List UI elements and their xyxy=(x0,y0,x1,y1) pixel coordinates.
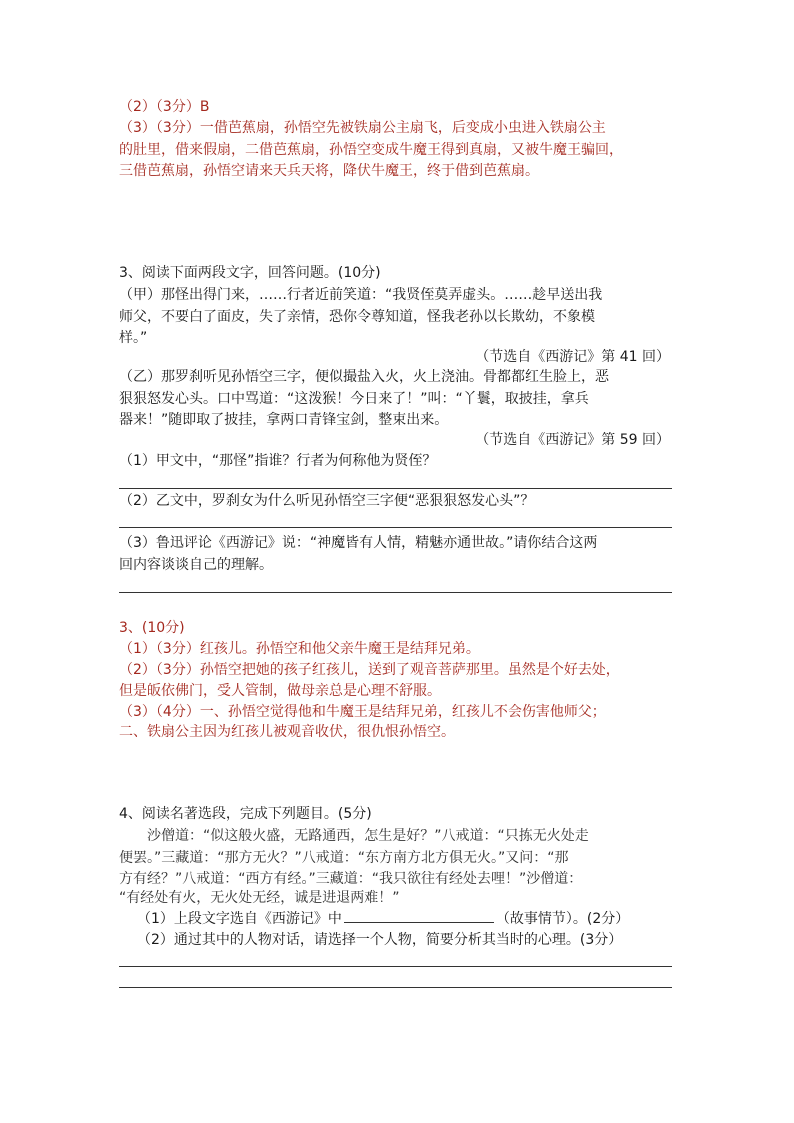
source-citation: （节选自《西游记》第 41 回） xyxy=(475,349,670,365)
sub-question: （3）鲁迅评论《西游记》说：“神魔皆有人情，精魅亦通世故。”请你结合这两 xyxy=(119,535,598,551)
sub-question: 回内容谈谈自己的理解。 xyxy=(119,557,273,573)
passage-line: 方有经？”八戒道：“西方有经。”三藏道：“我只欲往有经处去哩！”沙僧道： xyxy=(119,871,583,887)
passage-line: （乙）那罗刹听见孙悟空三字，便似撮盐入火，火上浇油。骨都都红生脸上，恶 xyxy=(119,369,609,385)
passage-line: （甲）那怪出得门来，……行者近前笑道：“我贤侄莫弄虚头。……趁早送出我 xyxy=(119,287,603,303)
passage-line: 狠狠怒发心头。口中骂道：“这泼猴！今日来了！”叫：“丫鬟，取披挂，拿兵 xyxy=(119,391,589,407)
sub-question: （2）乙文中，罗刹女为什么听见孙悟空三字便“恶狠狠怒发心头”？ xyxy=(119,493,535,509)
answer-line: （3）（3分）一借芭蕉扇，孙悟空先被铁扇公主扇飞，后变成小虫进入铁扇公主 xyxy=(119,120,606,136)
answer-line: （2）（3分）B xyxy=(119,99,210,115)
question-title: 4、阅读名著选段，完成下列题目。(5分) xyxy=(119,806,372,822)
sub-question: （1）甲文中，“那怪”指谁？行者为何称他为贤侄？ xyxy=(119,453,437,469)
answer-blank-line[interactable] xyxy=(119,592,672,593)
answer-heading: 3、(10分) xyxy=(119,620,185,636)
answer-line: （1）（3分）红孩儿。孙悟空和他父亲牛魔王是结拜兄弟。 xyxy=(119,641,480,657)
sub-question-text: （故事情节）。(2分） xyxy=(495,911,630,927)
passage-line: 样。” xyxy=(119,330,148,346)
sub-question: （2）通过其中的人物对话，请选择一个人物，简要分析其当时的心理。(3分） xyxy=(137,932,623,948)
fill-in-blank[interactable] xyxy=(344,908,494,923)
passage-line: 沙僧道：“似这般火盛，无路通西，怎生是好？”八戒道：“只拣无火处走 xyxy=(147,828,589,844)
answer-blank-line[interactable] xyxy=(119,987,672,988)
answer-line: 三借芭蕉扇，孙悟空请来天兵天将，降伏牛魔王，终于借到芭蕉扇。 xyxy=(119,163,539,179)
passage-line: “有经处有火，无火处无经，诚是进退两难！” xyxy=(119,890,400,906)
answer-line: （2）（3分）孙悟空把她的孩子红孩儿，送到了观音菩萨那里。虽然是个好去处， xyxy=(119,662,620,678)
answer-line: （3）（4分）一、孙悟空觉得他和牛魔王是结拜兄弟，红孩儿不会伤害他师父； xyxy=(119,704,606,720)
question-title: 3、阅读下面两段文字，回答问题。(10分) xyxy=(119,265,381,281)
answer-line: 二、铁扇公主因为红孩儿被观音收伏，很仇恨孙悟空。 xyxy=(119,724,455,740)
passage-line: 师父，不要白了面皮，失了亲情，恐你令尊知道，怪我老孙以长欺幼，不象模 xyxy=(119,309,595,325)
answer-blank-line[interactable] xyxy=(119,527,672,528)
answer-line: 的肚里，借来假扇，二借芭蕉扇，孙悟空变成牛魔王得到真扇，又被牛魔王骗回， xyxy=(119,142,623,158)
passage-line: 器来！”随即取了披挂，拿两口青锋宝剑，整束出来。 xyxy=(119,412,449,428)
sub-question xyxy=(137,908,629,930)
passage-line: 便罢。”三藏道：“那方无火？”八戒道：“东方南方北方俱无火。”又问：“那 xyxy=(119,850,569,866)
answer-line: 但是皈依佛门，受人管制，做母亲总是心理不舒服。 xyxy=(119,683,441,699)
answer-blank-line[interactable] xyxy=(119,488,672,489)
sub-question-text: （1）上段文字选自《西游记》中 xyxy=(137,911,342,927)
answer-blank-line[interactable] xyxy=(119,966,672,967)
source-citation: （节选自《西游记》第 59 回） xyxy=(475,432,670,448)
